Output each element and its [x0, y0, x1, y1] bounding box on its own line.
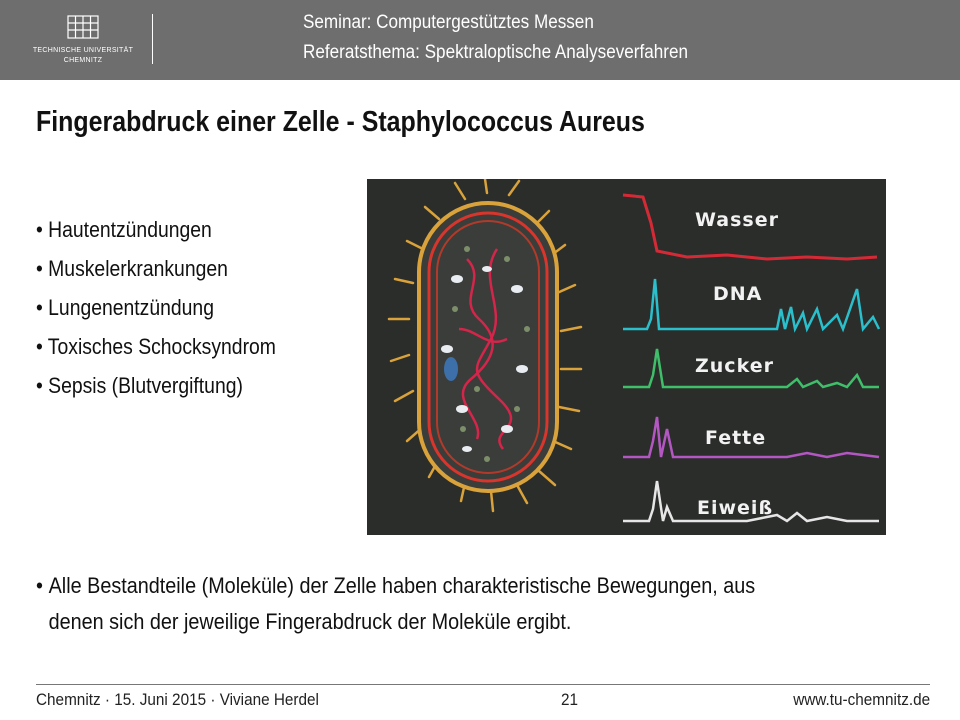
summary-paragraph [36, 568, 846, 640]
topic-title: Referatsthema: Spektraloptische Analyseverfahren [303, 42, 688, 63]
bullet-item: • Toxisches Schocksyndrom [36, 331, 276, 370]
bullet-item: • Lungenentzündung [36, 292, 276, 331]
bullet-item: • Sepsis (Blutvergiftung) [36, 370, 276, 409]
bullet-marker: • [36, 573, 43, 598]
bullet-item: • Hautentzündungen [36, 214, 276, 253]
header-divider [152, 14, 153, 64]
logo-text-line2: CHEMNITZ [63, 57, 103, 64]
bullet-item: • Muskelerkrankungen [36, 253, 276, 292]
footer-url: www.tu-chemnitz.de [793, 690, 930, 709]
summary-line1: Alle Bestandteile (Moleküle) der Zelle haben charakteristische Bewegungen, aus [48, 573, 756, 598]
spectrum-label-zucker: Zucker [695, 355, 774, 377]
spectrum-label-wasser: Wasser [695, 209, 779, 231]
illustration-drawing [367, 179, 886, 535]
university-logo [28, 10, 138, 70]
footer-author-date: Chemnitz · 15. Juni 2015 · Viviane Herdel [36, 690, 319, 709]
page-number: 21 [561, 690, 579, 709]
cell-body [419, 203, 557, 491]
spectrum-label-eiweiss: Eiweiß [697, 497, 774, 519]
spectrum-label-fette: Fette [705, 427, 767, 449]
summary-line2: denen sich der jeweilige Fingerabdruck der Moleküle ergibt. [48, 609, 572, 634]
slide-title: Fingerabdruck einer Zelle - Staphylococcus Aureus [36, 106, 645, 138]
seminar-title: Seminar: Computergestütztes Messen [303, 12, 594, 33]
logo-text-line1: TECHNISCHE UNIVERSITÄT [32, 47, 134, 54]
cell-fingerprint-illustration [367, 179, 886, 535]
spectrum-label-dna: DNA [713, 283, 763, 305]
bullet-list [36, 214, 309, 409]
footer-divider [36, 684, 930, 685]
university-building-icon [28, 10, 138, 46]
header-bar [0, 0, 960, 80]
